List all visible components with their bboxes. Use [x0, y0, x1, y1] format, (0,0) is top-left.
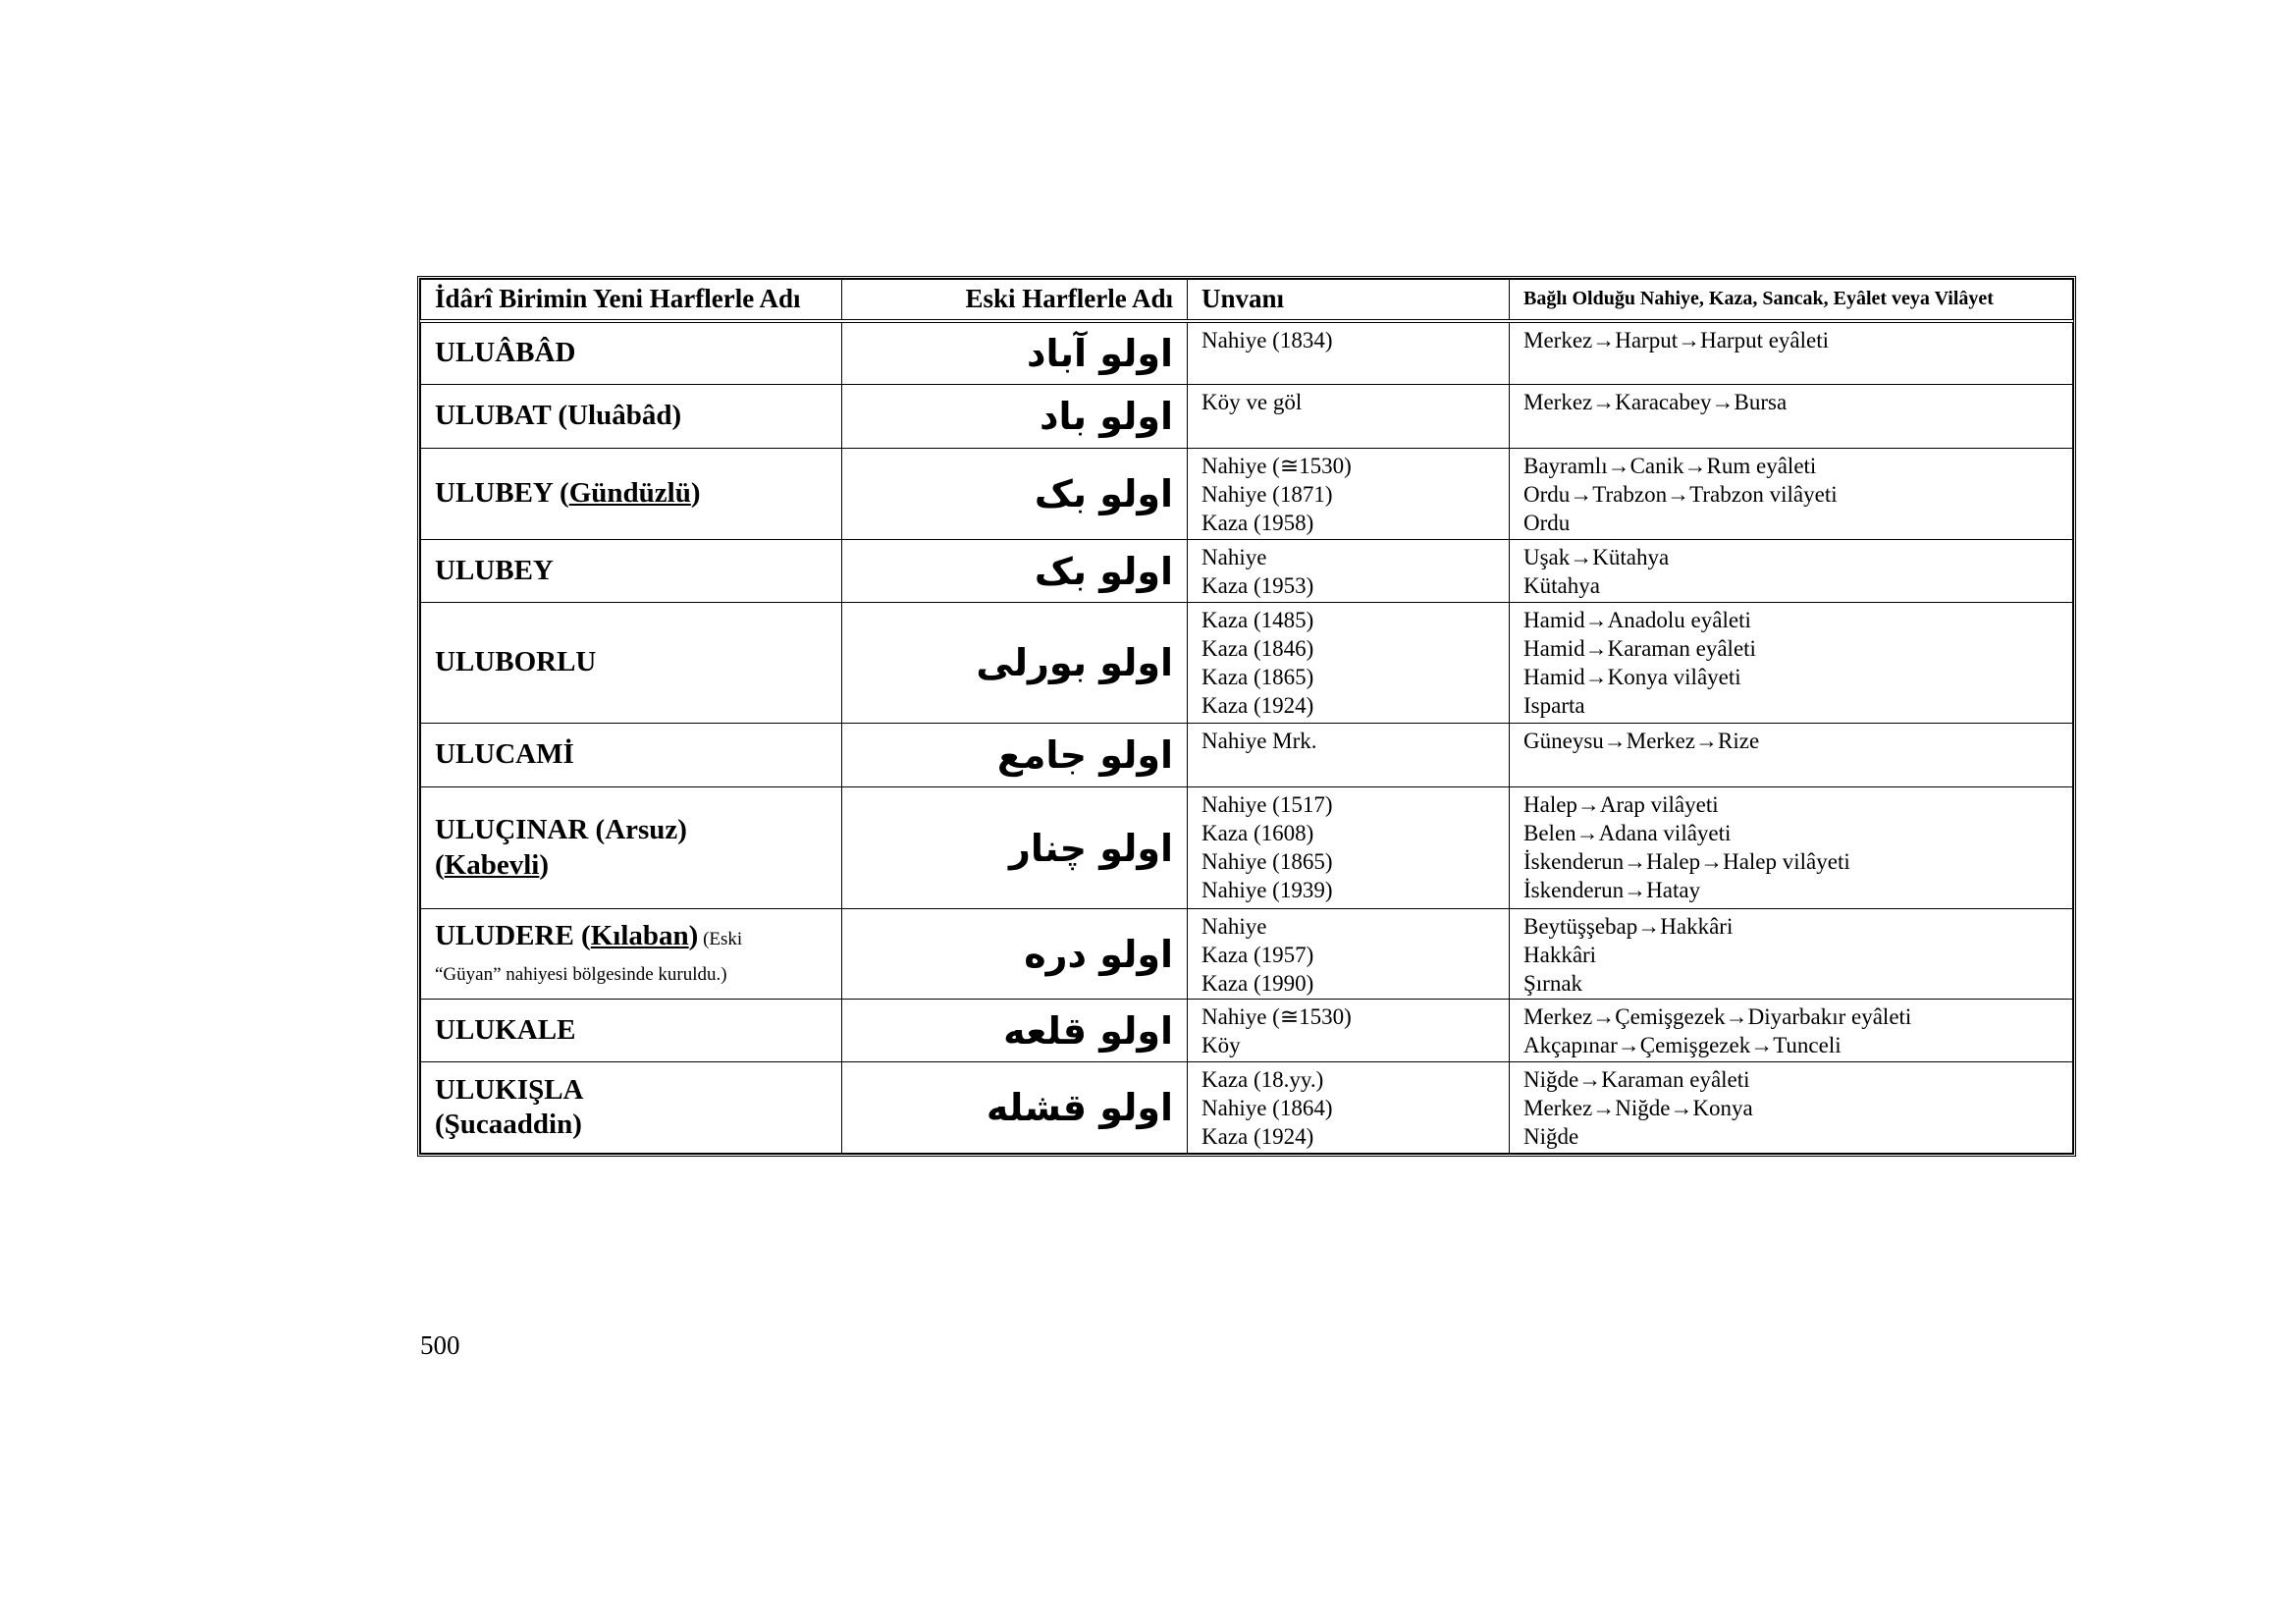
unit-name-text: ULUDERE (: [435, 920, 591, 952]
affiliation-line: Merkez→Karacabey→Bursa: [1523, 390, 1788, 414]
affiliation-line: Güneysu→Merkez→Rize: [1523, 729, 1760, 753]
affiliation-line: Kütahya: [1523, 573, 1600, 598]
unit-old-name: اولو باد: [842, 385, 1188, 449]
unit-titles: [1188, 540, 1510, 603]
unit-name: [421, 603, 842, 724]
unit-affiliations: [1510, 909, 2073, 1000]
unit-name: [421, 540, 842, 603]
unit-titles: [1188, 724, 1510, 787]
title-line: Nahiye (≅1530): [1201, 1004, 1352, 1029]
table-row: [421, 1062, 2073, 1154]
title-line: Kaza (1846): [1201, 636, 1314, 661]
affiliation-line: Akçapınar→Çemişgezek→Tunceli: [1523, 1033, 1842, 1057]
page-number: 500: [420, 1330, 460, 1360]
unit-name-note: (Eski: [698, 929, 743, 950]
affiliation-line: Hamid→Karaman eyâleti: [1523, 636, 1756, 661]
title-line: Nahiye (1939): [1201, 878, 1333, 902]
table-header-row: [421, 280, 2073, 321]
header-affiliation: Bağlı Olduğu Nahiye, Kaza, Sancak, Eyâlet veya Vilâyet: [1510, 280, 2073, 321]
unit-old-name: اولو بک: [842, 540, 1188, 603]
table-row: [421, 1000, 2073, 1062]
unit-titles: [1188, 449, 1510, 540]
admin-units-table-frame: [417, 276, 2076, 1157]
unit-old-name: اولو دره: [842, 909, 1188, 1000]
title-line: Nahiye Mrk.: [1201, 729, 1317, 753]
table-row: [421, 724, 2073, 787]
unit-titles: [1188, 787, 1510, 909]
affiliation-line: Ordu: [1523, 511, 1571, 535]
affiliation-line: Beytüşşebap→Hakkâri: [1523, 914, 1734, 939]
title-line: Kaza (1608): [1201, 821, 1314, 845]
unit-name-text: ): [688, 920, 699, 952]
unit-name: [421, 385, 842, 449]
unit-name: [421, 724, 842, 787]
title-line: Kaza (1485): [1201, 608, 1314, 632]
table-row: [421, 787, 2073, 909]
unit-affiliations: [1510, 787, 2073, 909]
header-title: Unvanı: [1188, 280, 1510, 321]
unit-affiliations: [1510, 603, 2073, 724]
unit-affiliations: [1510, 321, 2073, 385]
affiliation-line: Hamid→Anadolu eyâleti: [1523, 608, 1751, 632]
unit-name-text: (: [435, 848, 445, 881]
unit-name: [421, 787, 842, 909]
affiliation-line: Ordu→Trabzon→Trabzon vilâyeti: [1523, 482, 1838, 507]
title-line: Kaza (1924): [1201, 1124, 1314, 1149]
unit-name-text: (Şucaaddin): [435, 1109, 582, 1140]
affiliation-line: İskenderun→Hatay: [1523, 878, 1701, 902]
unit-name-underlined: Gündüzlü: [568, 477, 691, 510]
unit-old-name: اولو قلعه: [842, 1000, 1188, 1062]
unit-titles: [1188, 909, 1510, 1000]
title-line: Köy: [1201, 1033, 1241, 1057]
unit-name-text: ULUBEY (: [435, 477, 569, 510]
affiliation-line: Merkez→Harput→Harput eyâleti: [1523, 327, 1830, 352]
unit-name: [421, 449, 842, 540]
affiliation-line: Niğde→Karaman eyâleti: [1523, 1067, 1750, 1092]
unit-name-text: ULUÇINAR (Arsuz): [435, 814, 687, 846]
title-line: Nahiye (1834): [1201, 327, 1333, 352]
title-line: Kaza (1958): [1201, 511, 1314, 535]
unit-affiliations: [1510, 449, 2073, 540]
unit-name: [421, 1062, 842, 1154]
table-row: [421, 321, 2073, 385]
unit-affiliations: [1510, 1062, 2073, 1154]
affiliation-line: Isparta: [1523, 693, 1585, 718]
title-line: Nahiye (1865): [1201, 849, 1333, 874]
title-line: Kaza (1953): [1201, 573, 1314, 598]
affiliation-line: İskenderun→Halep→Halep vilâyeti: [1523, 849, 1850, 874]
title-line: Kaza (1957): [1201, 943, 1314, 967]
unit-name-text: ULUKALE: [435, 1013, 576, 1046]
affiliation-line: Uşak→Kütahya: [1523, 545, 1670, 569]
unit-name-text: ): [539, 848, 550, 881]
title-line: Nahiye (≅1530): [1201, 454, 1352, 478]
table-row: [421, 385, 2073, 449]
unit-affiliations: [1510, 724, 2073, 787]
affiliation-line: Hamid→Konya vilâyeti: [1523, 665, 1741, 689]
table-row: [421, 909, 2073, 1000]
unit-name-underlined: Kabevli: [444, 848, 540, 881]
affiliation-line: Hakkâri: [1523, 943, 1597, 967]
title-line: Kaza (1924): [1201, 693, 1314, 718]
unit-titles: [1188, 321, 1510, 385]
title-line: Nahiye: [1201, 545, 1267, 569]
header-new-name: İdârî Birimin Yeni Harflerle Adı: [421, 280, 842, 321]
header-old-name: Eski Harflerle Adı: [842, 280, 1188, 321]
unit-name-note: “Güyan” nahiyesi bölgesinde kuruldu.): [435, 963, 727, 985]
affiliation-line: Şırnak: [1523, 971, 1583, 996]
unit-old-name: اولو بک: [842, 449, 1188, 540]
affiliation-line: Belen→Adana vilâyeti: [1523, 821, 1732, 845]
unit-old-name: اولو بورلی: [842, 603, 1188, 724]
title-line: Kaza (18.yy.): [1201, 1067, 1324, 1092]
unit-affiliations: [1510, 385, 2073, 449]
unit-name-underlined: Kılaban: [590, 920, 689, 952]
title-line: Kaza (1990): [1201, 971, 1314, 996]
unit-name-text: ULUCAMİ: [435, 738, 574, 771]
unit-name-text: ULUBORLU: [435, 646, 597, 678]
unit-name-text: ULUÂBÂD: [435, 337, 576, 369]
affiliation-line: Halep→Arap vilâyeti: [1523, 792, 1719, 817]
unit-old-name: اولو چنار: [842, 787, 1188, 909]
affiliation-line: Bayramlı→Canik→Rum eyâleti: [1523, 454, 1817, 478]
title-line: Nahiye (1871): [1201, 482, 1333, 507]
unit-affiliations: [1510, 1000, 2073, 1062]
unit-affiliations: [1510, 540, 2073, 603]
title-line: Nahiye: [1201, 914, 1267, 939]
unit-titles: [1188, 603, 1510, 724]
title-line: Kaza (1865): [1201, 665, 1314, 689]
unit-name: [421, 909, 842, 1000]
affiliation-line: Niğde: [1523, 1124, 1579, 1149]
unit-titles: [1188, 1000, 1510, 1062]
unit-titles: [1188, 1062, 1510, 1154]
unit-titles: [1188, 385, 1510, 449]
unit-name-text: ULUBAT (Uluâbâd): [435, 400, 682, 432]
unit-name-text: ULUKIŞLA: [435, 1073, 584, 1106]
unit-name: [421, 1000, 842, 1062]
unit-name-text: ULUBEY: [435, 554, 554, 586]
title-line: Köy ve göl: [1201, 390, 1303, 414]
unit-name: [421, 321, 842, 385]
unit-old-name: اولو قشله: [842, 1062, 1188, 1154]
unit-old-name: اولو آباد: [842, 321, 1188, 385]
unit-old-name: اولو جامع: [842, 724, 1188, 787]
table-row: [421, 540, 2073, 603]
unit-name-text: ): [690, 477, 701, 510]
title-line: Nahiye (1864): [1201, 1096, 1333, 1120]
affiliation-line: Merkez→Çemişgezek→Diyarbakır eyâleti: [1523, 1004, 1912, 1029]
affiliation-line: Merkez→Niğde→Konya: [1523, 1096, 1753, 1120]
title-line: Nahiye (1517): [1201, 792, 1333, 817]
admin-units-table: [420, 279, 2073, 1154]
table-row: [421, 449, 2073, 540]
table-row: [421, 603, 2073, 724]
